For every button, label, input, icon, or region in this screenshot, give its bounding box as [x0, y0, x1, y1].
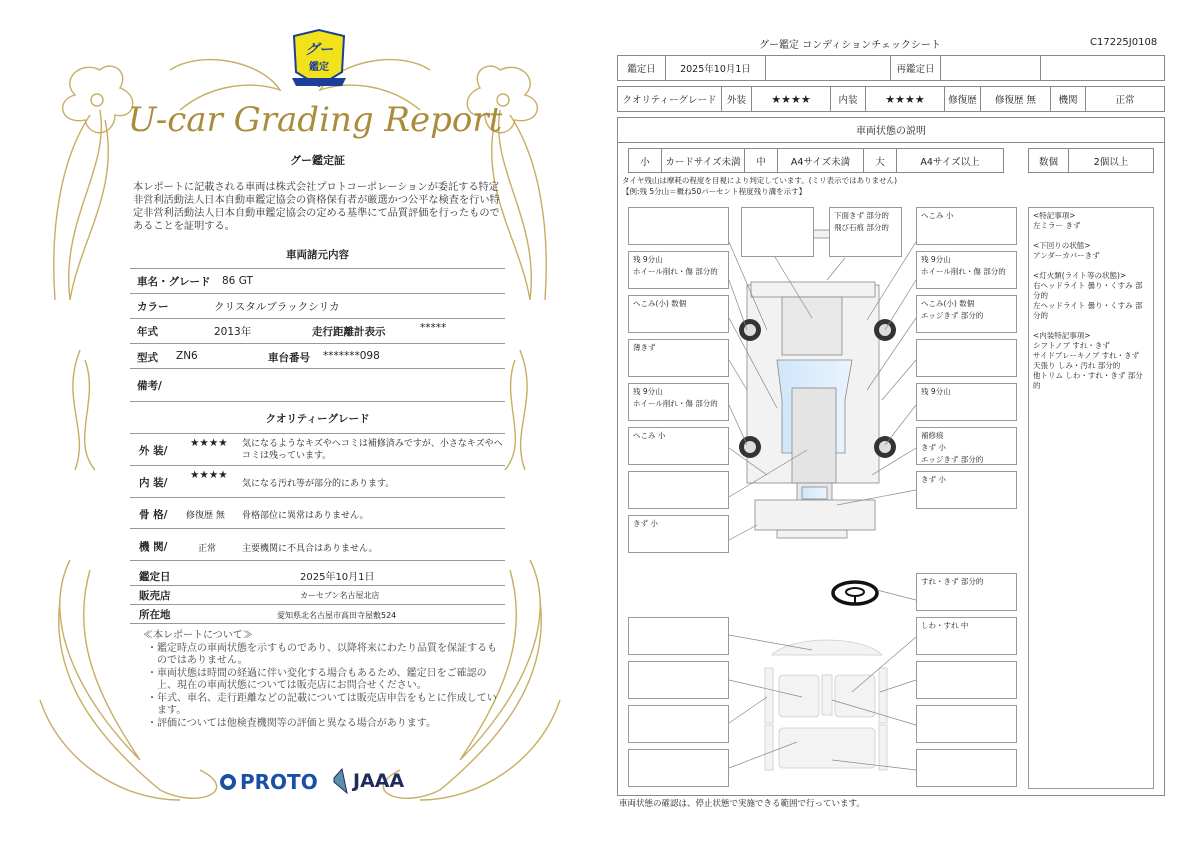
mileage-label: 走行距離計表示: [312, 326, 386, 338]
model-label: 型式: [137, 352, 158, 364]
divider: [130, 465, 505, 466]
divider: [130, 604, 505, 605]
callout-box: へこみ(小) 数個: [628, 295, 729, 333]
callout-box: [916, 705, 1017, 743]
callout-box: [628, 617, 729, 655]
callout-box: きず 小: [916, 471, 1017, 509]
divider: [130, 623, 505, 624]
exterior-desc: 気になるようなキズやヘコミは補修済みですが、小さなキズやヘコミは残っています。: [242, 439, 503, 461]
specs-heading: 車両諸元内容: [286, 249, 349, 261]
divider: [130, 343, 505, 344]
sheet-title: グー鑑定 コンディションチェックシート: [759, 40, 941, 51]
legend-count: 数個: [1029, 149, 1069, 172]
callout-box: 補修痕 きず 小 エッジきず 部分的: [916, 427, 1017, 465]
grade-row: [617, 86, 1165, 112]
note-item: ・車両状態は時間の経過に伴い変化する場合もあるため、鑑定日をご確認の上、現在の車両状態については販売店にお問合せください。: [147, 667, 487, 691]
callout-box: [628, 207, 729, 245]
redate-value: [941, 56, 1041, 80]
footer-note: 車両状態の確認は、停止状態で実施できる範囲で行っています。: [619, 799, 865, 809]
callout-box: [628, 661, 729, 699]
callout-box: 残 9分山: [916, 383, 1017, 421]
note-item: ・年式、車名、走行距離などの記載については販売店申告をもとに作成しています。: [147, 692, 497, 716]
shop-value: カーセブン名古屋北店: [300, 591, 380, 600]
engine-desc: 主要機関に不具合はありません。: [242, 544, 378, 554]
legend-small-desc: カードサイズ未満: [662, 149, 745, 172]
divider: [130, 585, 505, 586]
size-legend: [628, 148, 1004, 173]
legend-large-desc: A4サイズ以上: [920, 156, 980, 168]
color-value: クリスタルブラックシリカ: [214, 301, 340, 313]
tire-note: タイヤ残山は摩耗の程度を目視により判定しています。(ミリ表示ではありません): [622, 176, 898, 185]
legend-medium: 中: [745, 149, 778, 172]
mileage-value: *****: [420, 322, 447, 334]
notes-title: ≪本レポートについて≫: [143, 630, 253, 641]
date-row: [617, 55, 1165, 81]
callout-box: [916, 661, 1017, 699]
jaaa-logo-text: JAAA: [353, 770, 405, 792]
divider: [130, 318, 505, 319]
certificate-title: グー鑑定証: [290, 154, 345, 167]
svg-text:グー: グー: [305, 42, 333, 58]
interior-desc: 気になる汚れ等が部分的にあります。: [242, 479, 395, 489]
jaaa-logo-icon: [332, 768, 348, 794]
callout-box: へこみ 小: [916, 207, 1017, 245]
divider: [130, 528, 505, 529]
sheet-id: C17225J0108: [1090, 37, 1158, 48]
callout-box: 残 9分山 ホイール削れ・傷 部分的: [628, 251, 729, 289]
special-notes-panel: <特記事項> 左ミラー きず <下回りの状態> アンダーカバーきず <灯火類(ライト等の状態)> 右ヘッドライト 曇り・くすみ 部分的 左ヘッドライト 曇り・くすみ 部分的 <内装特記事項> シフトノブ すれ・きず サイドブレーキノブ すれ・きず 天張り しみ・汚れ 部分的 他トリム しわ・すれ・きず 部分的: [1028, 207, 1154, 789]
callout-box: しわ・すれ 中: [916, 617, 1017, 655]
exterior-value: ★★★★: [752, 87, 831, 111]
date-value: 2025年10月1日: [300, 572, 375, 583]
interior-label: 内 装/: [139, 477, 168, 489]
note-item: ・評価については他検査機関等の評価と異なる場合があります。: [147, 717, 436, 729]
svg-text:鑑定: 鑑定: [309, 62, 329, 73]
callout-box: [916, 339, 1017, 377]
grade-label: クオリティーグレード: [618, 87, 722, 111]
car-roof: [792, 388, 836, 483]
report-title: U-car Grading Report: [127, 100, 503, 140]
callout-box: 残 9分山 ホイール削れ・傷 部分的: [628, 383, 729, 421]
exterior-grade: ★★★★: [190, 437, 228, 449]
callout-box: 薄きず: [628, 339, 729, 377]
interior-grade: ★★★★: [190, 469, 228, 481]
name-label: 車名・グレード: [137, 276, 211, 288]
car-hood: [782, 297, 842, 355]
divider: [130, 560, 505, 561]
legend-large: 大: [864, 149, 897, 172]
note-item: ・鑑定時点の車両状態を示すものであり、以降将来にわたり品質を保証するものではありません。: [147, 642, 497, 666]
callout-box: [916, 749, 1017, 787]
quality-heading: クオリティーグレード: [265, 413, 370, 425]
divider: [130, 433, 505, 434]
report-notes: [143, 630, 503, 730]
date-label: 鑑定日: [139, 571, 171, 583]
callout-box: すれ・きず 部分的: [916, 573, 1017, 611]
redate-blank: [1041, 56, 1164, 80]
repair-label: 修復歴: [945, 87, 981, 111]
engine-label: 機 関/: [139, 541, 168, 553]
divider: [130, 293, 505, 294]
legend-medium-desc: A4サイズ未満: [778, 149, 864, 172]
name-value: 86 GT: [222, 275, 253, 287]
model-value: ZN6: [176, 350, 198, 362]
callout-box: [628, 749, 729, 787]
divider: [130, 401, 505, 402]
year-value: 2013年: [214, 326, 252, 338]
legend-count-desc: 2個以上: [1093, 156, 1129, 168]
frame-label: 骨 格/: [139, 509, 168, 521]
repair-value: 修復歴 無: [981, 87, 1051, 111]
engine-grade: 正常: [198, 544, 217, 554]
callout-box: 下面きず 部分的 飛び石痕 部分的: [829, 207, 902, 257]
divider: [130, 268, 505, 269]
address-value: 愛知県北名古屋市高田寺屋敷524: [277, 611, 397, 620]
steering-wheel-icon: [833, 582, 916, 604]
chassis-value: *******098: [323, 350, 380, 362]
engine-value: 正常: [1115, 95, 1135, 106]
callout-box: へこみ(小) 数個 エッジきず 部分的: [916, 295, 1017, 333]
goo-kantei-emblem: [290, 28, 348, 94]
callout-box: きず 小: [628, 515, 729, 553]
proto-logo: [220, 770, 318, 794]
exterior-label: 外 装/: [139, 445, 168, 457]
divider: [130, 497, 505, 498]
date-blank: [766, 56, 891, 80]
color-label: カラー: [137, 301, 169, 313]
engine-label: 機関: [1051, 87, 1086, 111]
date-label: 鑑定日: [618, 56, 666, 80]
year-label: 年式: [137, 326, 158, 338]
redate-label: 再鑑定日: [891, 56, 941, 80]
certificate-intro: 本レポートに記載される車両は株式会社プロトコーポレーションが委託する特定非営利活動法人日本自動車鑑定協会の資格保有者が厳選かつ公平な検査を行い特定非営利活動法人日本自動車鑑定協会の定める基準にて品質評価を行ったものであることを証明する。: [133, 182, 500, 232]
proto-logo-text: PROTO: [240, 770, 318, 794]
callout-box: [741, 207, 814, 257]
address-label: 所在地: [139, 609, 171, 621]
legend-small: 小: [629, 149, 662, 172]
callout-box: へこみ 小: [628, 427, 729, 465]
shop-label: 販売店: [139, 590, 171, 602]
callout-box: 残 9分山 ホイール削れ・傷 部分的: [916, 251, 1017, 289]
interior-value: ★★★★: [866, 87, 945, 111]
callout-box: [628, 471, 729, 509]
interior-label: 内装: [831, 87, 866, 111]
callout-box: [628, 705, 729, 743]
divider: [130, 368, 505, 369]
interior-diagram: [765, 640, 887, 770]
frame-grade: 修復歴 無: [186, 511, 225, 521]
tire-note-example: 【例:残 5分山＝概ね50パーセント程度残り溝を示す】: [622, 187, 807, 196]
remarks-label: 備考/: [137, 380, 162, 392]
jaaa-logo: [332, 768, 404, 794]
frame-desc: 骨格部位に異常はありません。: [242, 511, 369, 521]
date-value: 2025年10月1日: [666, 56, 766, 80]
chassis-label: 車台番号: [268, 352, 310, 364]
section-title: 車両状態の説明: [617, 117, 1165, 143]
count-legend: [1028, 148, 1154, 173]
exterior-label: 外装: [722, 87, 752, 111]
proto-logo-icon: [220, 774, 236, 790]
